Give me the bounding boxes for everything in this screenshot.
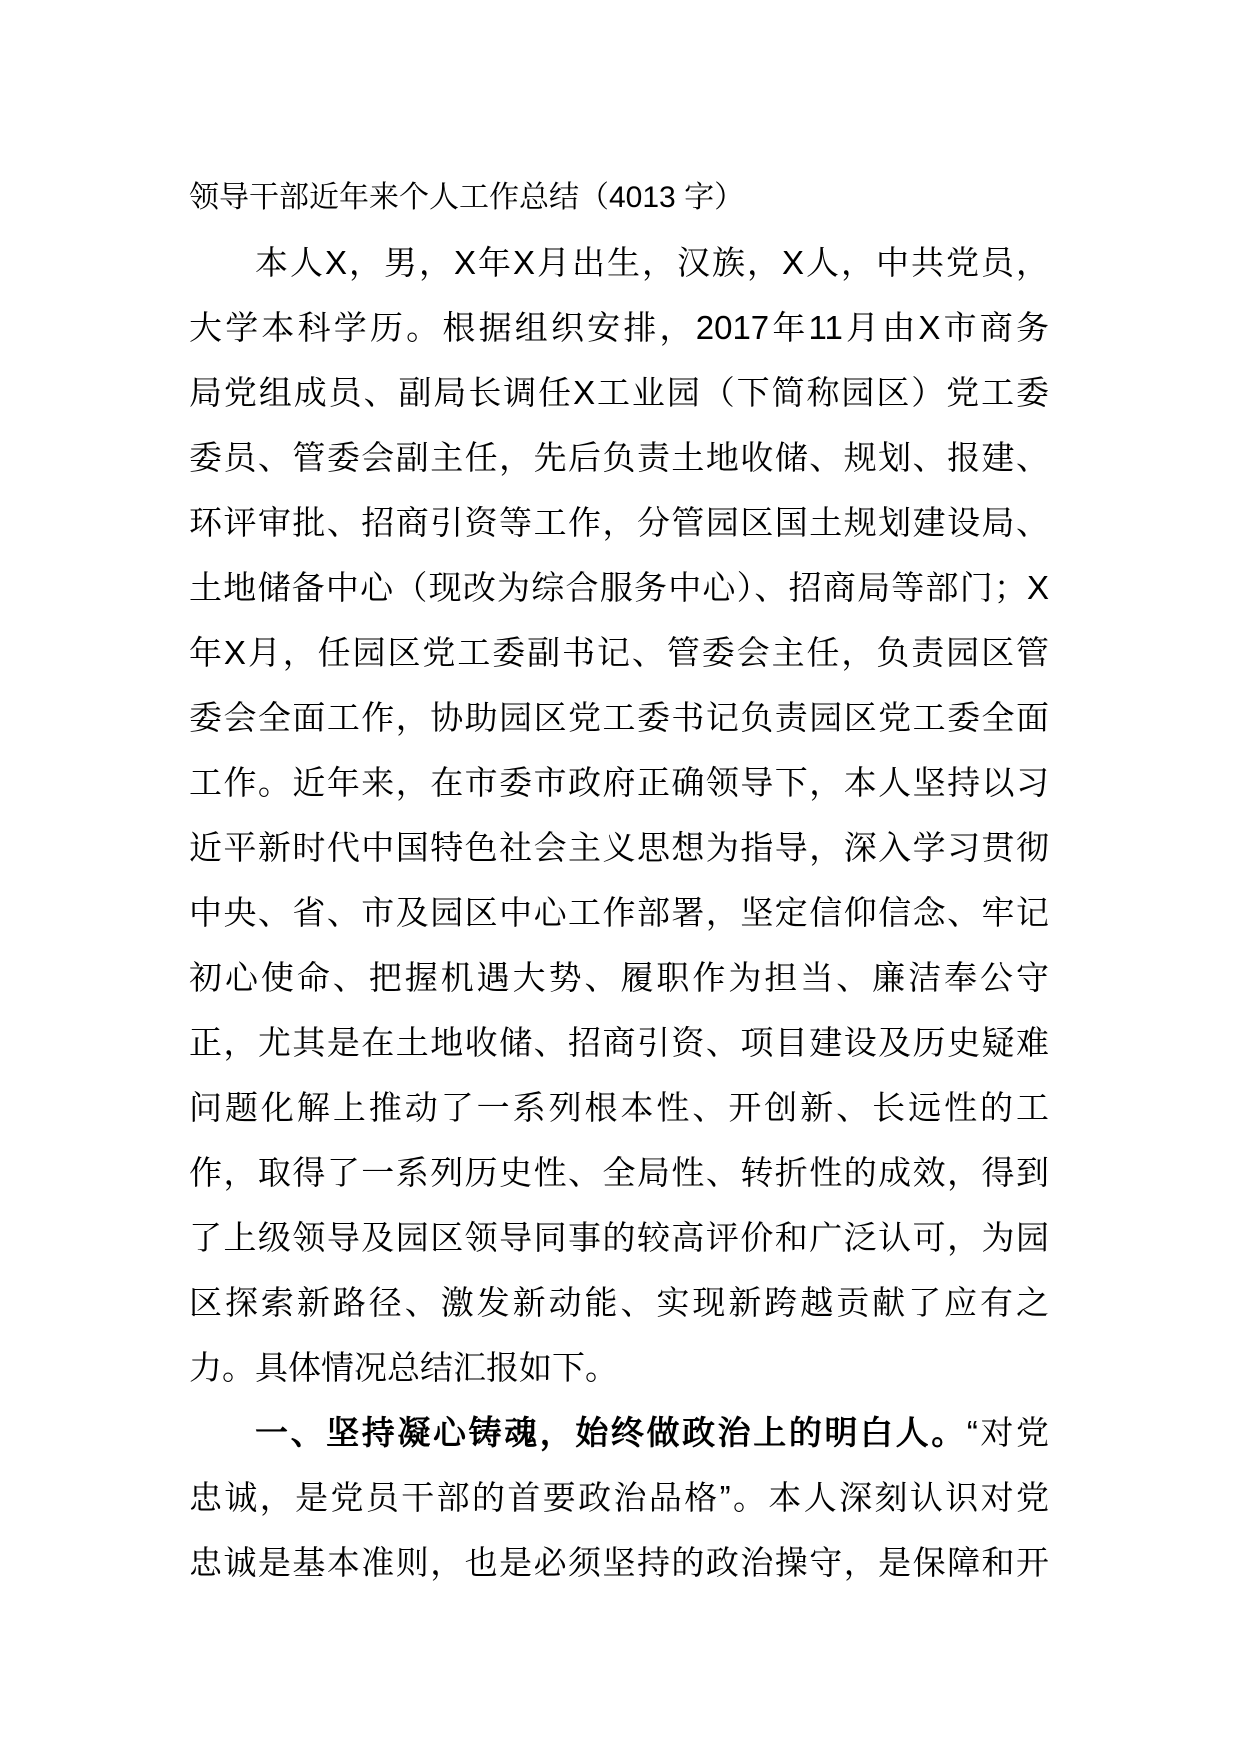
document-content	[189, 165, 1049, 1595]
text-line: 了上级领导及园区领导同事的较高评价和广泛认可，为园	[189, 1219, 1049, 1256]
text-segment: “对党	[966, 1414, 1049, 1451]
text-line: 委员、管委会副主任，先后负责土地收储、规划、报建、	[189, 439, 1049, 476]
text-line: 工作。近年来，在市委市政府正确领导下，本人坚持以习	[189, 764, 1049, 801]
text-line: 土地储备中心（现改为综合服务中心）、招商局等部门；X	[189, 569, 1049, 606]
text-line: 大学本科学历。根据组织安排，2017年11月由X市商务	[189, 309, 1049, 346]
text-line: 初心使命、把握机遇大势、履职作为担当、廉洁奉公守	[189, 959, 1049, 996]
text-line: 局党组成员、副局长调任X工业园（下简称园区）党工委	[189, 374, 1049, 411]
text-line: 力。具体情况总结汇报如下。	[189, 1349, 618, 1386]
text-line: 中央、省、市及园区中心工作部署，坚定信仰信念、牢记	[189, 894, 1049, 931]
text-line: 本人X，男，X年X月出生，汉族，X人，中共党员，	[255, 244, 1049, 281]
text-line: 正，尤其是在土地收储、招商引资、项目建设及历史疑难	[189, 1024, 1049, 1061]
document-title: 领导干部近年来个人工作总结（4013 字）	[189, 181, 745, 214]
text-line: 问题化解上推动了一系列根本性、开创新、长远性的工	[189, 1089, 1049, 1126]
text-line: 区探索新路径、激发新动能、实现新跨越贡献了应有之	[189, 1284, 1049, 1321]
text-line: 委会全面工作，协助园区党工委书记负责园区党工委全面	[189, 699, 1049, 736]
text-line: 环评审批、招商引资等工作，分管园区国土规划建设局、	[189, 504, 1049, 541]
text-line: 作，取得了一系列历史性、全局性、转折性的成效，得到	[189, 1154, 1049, 1191]
text-line: 忠诚，是党员干部的首要政治品格”。本人深刻认识对党	[189, 1479, 1049, 1516]
text-line: 近平新时代中国特色社会主义思想为指导，深入学习贯彻	[189, 829, 1049, 866]
section-heading-line	[189, 1400, 1049, 1465]
section-heading: 一、坚持凝心铸魂，始终做政治上的明白人。	[255, 1414, 967, 1451]
text-line: 年X月，任园区党工委副书记、管委会主任，负责园区管	[189, 634, 1049, 671]
text-line: 忠诚是基本准则，也是必须坚持的政治操守，是保障和开	[189, 1544, 1049, 1581]
